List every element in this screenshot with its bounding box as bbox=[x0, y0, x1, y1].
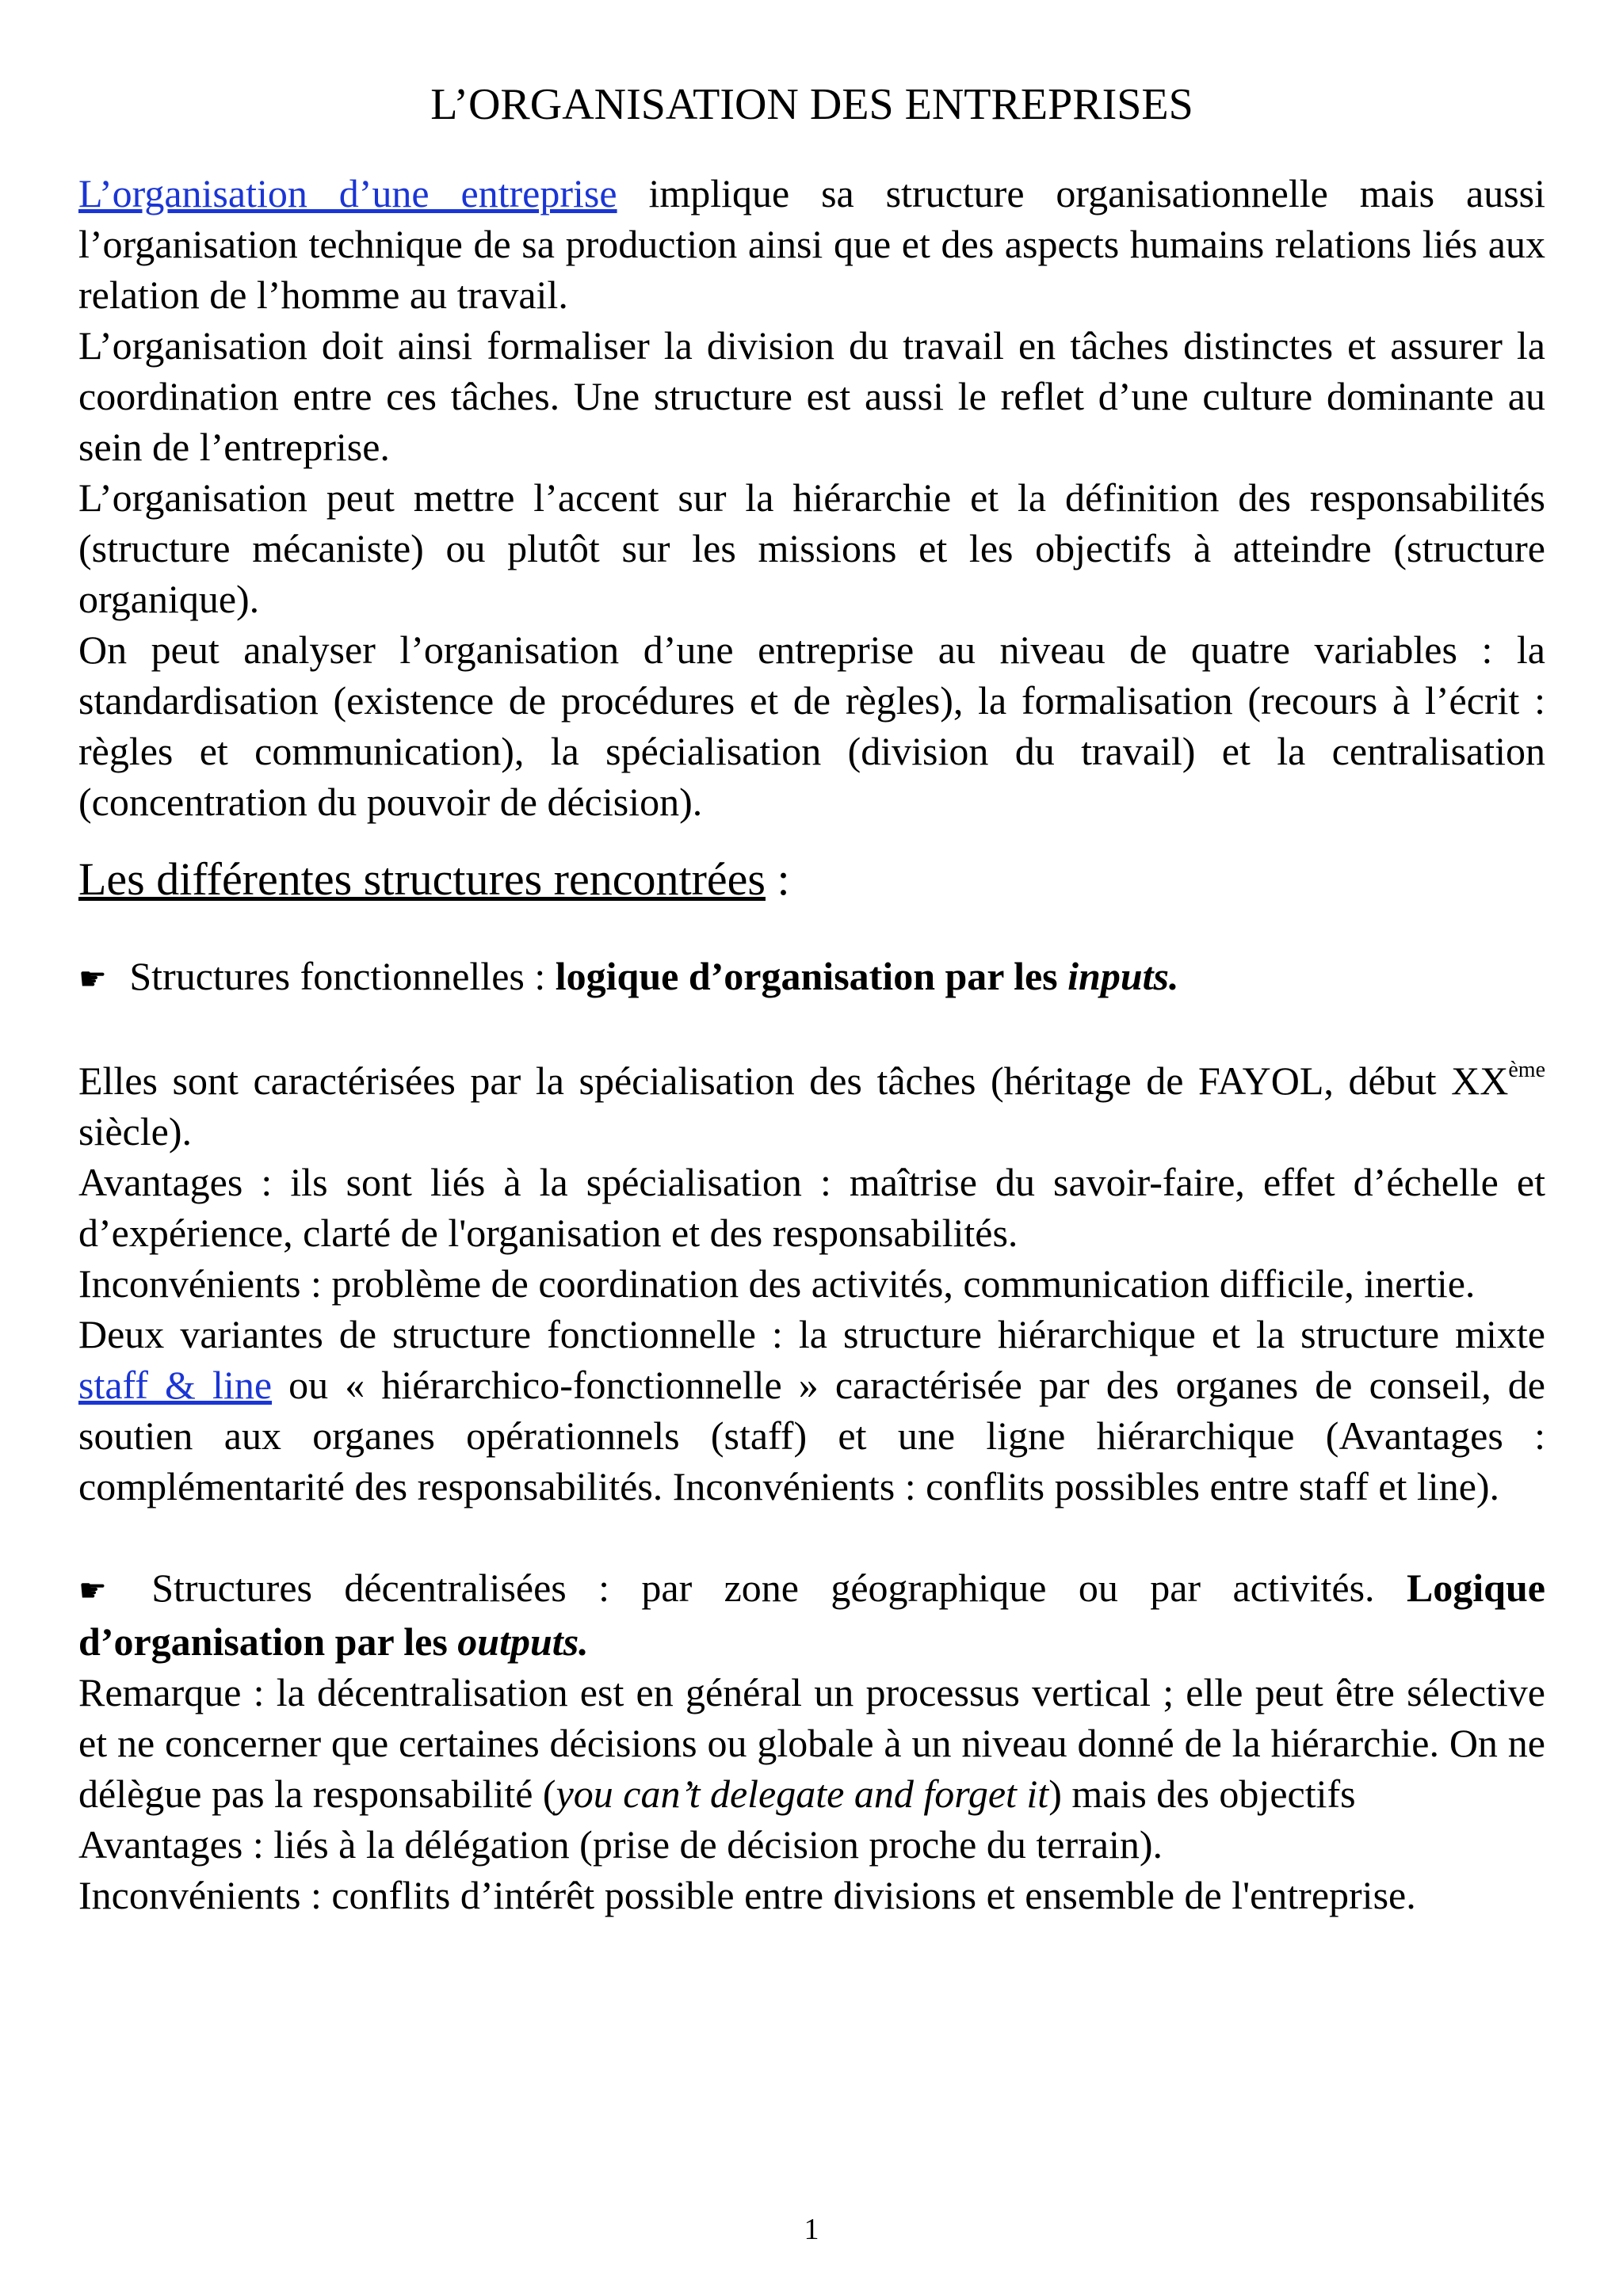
functional-paragraph-1 bbox=[78, 1055, 1545, 1157]
decentralized-disadvantages: Inconvénients : conflits d’intérêt possible entre divisions et ensemble de l'entreprise. bbox=[78, 1873, 1416, 1917]
decentralized-remark-end: ) mais des objectifs bbox=[1048, 1772, 1356, 1816]
organisation-entreprise-link[interactable]: L’organisation d’une entreprise bbox=[78, 171, 617, 215]
functional-p1-end: siècle). bbox=[78, 1109, 192, 1154]
intro-paragraph-4: On peut analyser l’organisation d’une entreprise au niveau de quatre variables : la standardisation (existence de procédures et de règles), la formalisation (recours à l’écrit : règles et communication), la spécialisation (division du travail) et la centralisation (concentration du pouvoir de décision). bbox=[78, 627, 1545, 824]
functional-p1-text: Elles sont caractérisées par la spécialisation des tâches (héritage de FAYOL, début XX bbox=[78, 1058, 1509, 1103]
intro-paragraph-1-text: implique sa structure organisationnelle mais aussi l’organisation technique de sa production ainsi que et des aspects humains relations liés aux relation de l’homme au travail. bbox=[78, 171, 1545, 317]
decentralized-advantages: Avantages : liés à la délégation (prise de décision proche du terrain). bbox=[78, 1822, 1163, 1867]
superscript-eme: ème bbox=[1508, 1058, 1545, 1082]
intro-paragraph-1 bbox=[78, 168, 1545, 320]
document-title: L’ORGANISATION DES ENTREPRISES bbox=[430, 80, 1193, 129]
functional-variants bbox=[78, 1309, 1545, 1512]
decentralized-remark bbox=[78, 1667, 1545, 1819]
staff-line-link[interactable]: staff & line bbox=[78, 1363, 273, 1407]
functional-logic-bold: logique d’organisation par les bbox=[555, 954, 1068, 998]
section-heading-text: Les différentes structures rencontrées bbox=[78, 853, 766, 905]
functional-variants-end: ou « hiérarchico-fonctionnelle » caractérisée par des organes de conseil, de soutien aux organes opérationnels (staff) et une ligne hiérarchique (Avantages : complémentarité des responsabilités. Inconvénients : conflits possibles entre staff et line). bbox=[78, 1363, 1546, 1508]
functional-variants-text: Deux variantes de structure fonctionnelle : la structure hiérarchique et la structure mixte bbox=[78, 1312, 1545, 1356]
functional-advantages: Avantages : ils sont liés à la spécialisation : maîtrise du savoir-faire, effet d’échelle et d’expérience, clarté de l'organisation et des responsabilités. bbox=[78, 1160, 1545, 1255]
page-number: 1 bbox=[804, 2213, 819, 2246]
decentralized-logic-bold: Logique d’organisation par les bbox=[78, 1566, 1545, 1664]
functional-inputs-bold-italic: inputs. bbox=[1067, 954, 1179, 998]
pointing-hand-icon: ☛ bbox=[78, 1573, 107, 1609]
functional-lead: Structures fonctionnelles : bbox=[119, 954, 556, 998]
pointing-hand-icon: ☛ bbox=[78, 961, 107, 997]
functional-structures-heading bbox=[78, 951, 1545, 1005]
decentralized-remark-text: Remarque : la décentralisation est en général un processus vertical ; elle peut être sélective et ne concerner que certaines décisions ou globale à un niveau donné de la hiérarchie. On ne délègue pas la responsabilité ( bbox=[78, 1670, 1545, 1816]
decentralized-outputs-bold-italic: outputs. bbox=[457, 1619, 589, 1664]
section-heading bbox=[78, 851, 1545, 908]
decentralized-lead: Structures décentralisées : par zone géographique ou par activités. bbox=[119, 1566, 1407, 1610]
intro-paragraph-2: L’organisation doit ainsi formaliser la division du travail en tâches distinctes et assurer la coordination entre ces tâches. Une structure est aussi le reflet d’une culture dominante au sein de l’entreprise. bbox=[78, 323, 1545, 469]
section-heading-suffix: : bbox=[765, 853, 790, 905]
delegate-quote-italic: you can’t delegate and forget it bbox=[556, 1772, 1049, 1816]
decentralized-structures-heading bbox=[78, 1562, 1545, 1667]
intro-paragraph-3: L’organisation peut mettre l’accent sur la hiérarchie et la définition des responsabilités (structure mécaniste) ou plutôt sur les missions et les objectifs à atteindre (structure organique). bbox=[78, 475, 1545, 621]
functional-disadvantages: Inconvénients : problème de coordination des activités, communication difficile, inertie. bbox=[78, 1261, 1476, 1306]
